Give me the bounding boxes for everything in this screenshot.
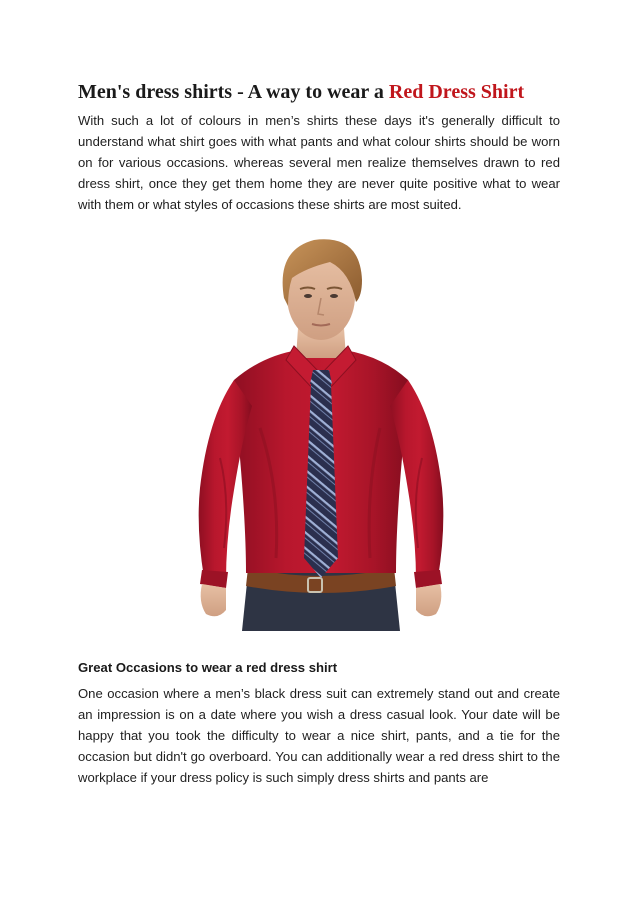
- title-accent-link[interactable]: Red Dress Shirt: [388, 81, 525, 103]
- section-heading: Great Occasions to wear a red dress shirt: [78, 660, 338, 675]
- section-paragraph: One occasion where a men’s black dress suit can extremely stand out and create an impression is on a date where you wish a dress casual look. Your date will be happy that you took the difficulty to wear a nice shirt, pants, and a tie for the occasion but didn't go overboard. You can additionally wear a red dress shirt to the workplace if your dress policy is such simply dress shirts and pants are: [78, 686, 560, 785]
- title-main: Men's dress shirts - A way to wear a: [78, 81, 389, 103]
- article-title: [78, 80, 562, 104]
- red-dress-shirt-photo: [190, 228, 452, 631]
- intro-paragraph: With such a lot of colours in men’s shirts these days it's generally difficult to understand what shirt goes with what pants and what colour shirts should be worn on for various occasions. whereas several men realize themselves drawn to red dress shirt, once they get them home they are never quite positive what to wear with them or what styles of occasions these shirts are most suited.: [78, 113, 560, 212]
